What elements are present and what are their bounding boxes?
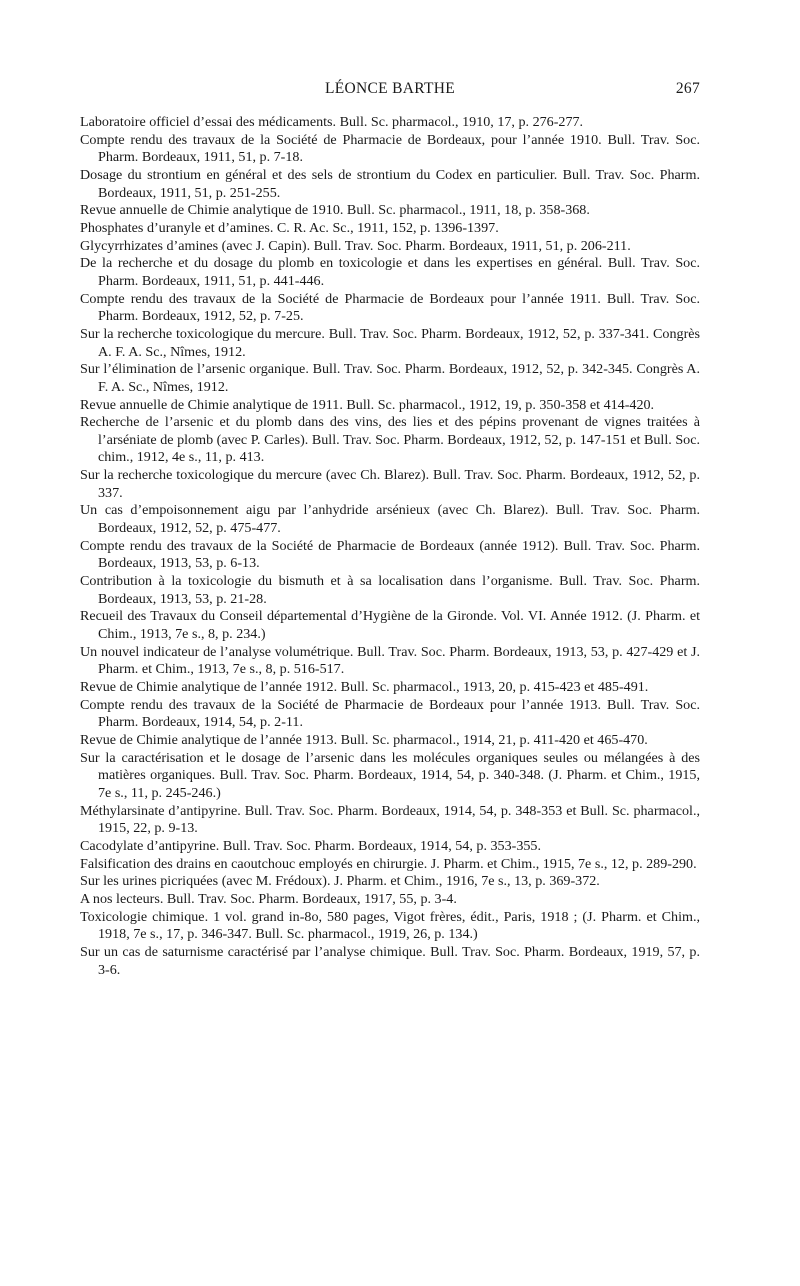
bibliography-entry: Compte rendu des travaux de la Société de Pharmacie de Bordeaux (année 1912). Bull. Trav. Soc. Pharm. Bordeaux, 1913, 53, p. 6-13. [80,537,700,572]
bibliography-entry: Glycyrrhizates d’amines (avec J. Capin). Bull. Trav. Soc. Pharm. Bordeaux, 1911, 51, p. 206-211. [80,237,631,254]
bibliography-entry: Laboratoire officiel d’essai des médicaments. Bull. Sc. pharmacol., 1910, 17, p. 276-277. [80,114,584,130]
bibliography-entry: Contribution à la toxicologie du bismuth et à sa localisation dans l’organisme. Bull. Trav. Soc. Pharm. Bordeaux, 1913, 53, p. 21-28. [80,573,700,607]
bibliography-entry: De la recherche et du dosage du plomb en toxicologie et dans les expertises en général. Bull. Trav. Soc. Pharm. Bordeaux, 1911, 51, p. 441-446. [80,255,700,289]
document-page [80,80,700,979]
running-title: LÉONCE BARTHE [325,80,455,97]
bibliography-entry: Sur la recherche toxicologique du mercure. Bull. Trav. Soc. Pharm. Bordeaux, 1912, 52, p. 337-341. Congrès A. F. A. Sc., Nîmes, 1912. [80,325,700,360]
bibliography-entry: Un nouvel indicateur de l’analyse volumétrique. Bull. Trav. Soc. Pharm. Bordeaux, 1913, 53, p. 427-429 et J. Pharm. et Chim., 1913, 7e s., 8, p. 516-517. [80,643,700,678]
bibliography-entry: Recherche de l’arsenic et du plomb dans des vins, des lies et des pépins provenant de vignes traitées à l’arséniate de plomb (avec P. Carles). Bull. Trav. Soc. Pharm. Bordeaux, 1912, 52, p. 147-151 et Bull. Soc. chim., 1912, 4e s., 11, p. 413. [80,414,700,466]
bibliography-entry: Toxicologie chimique. 1 vol. grand in-8o, 580 pages, Vigot frères, édit., Paris, 1918 ; (J. Pharm. et Chim., 1918, 7e s., 17, p. 346-347. Bull. Sc. pharmacol., 1919, 26, p. 134.) [80,908,700,943]
bibliography-entry: Revue de Chimie analytique de l’année 1913. Bull. Sc. pharmacol., 1914, 21, p. 411-420 et 465-470. [80,731,648,748]
bibliography-entry: Revue annuelle de Chimie analytique de 1911. Bull. Sc. pharmacol., 1912, 19, p. 350-358 et 414-420. [80,396,655,413]
bibliography-entry: Compte rendu des travaux de la Société de Pharmacie de Bordeaux, pour l’année 1910. Bull. Trav. Soc. Pharm. Bordeaux, 1911, 51, p. 7-18. [80,131,700,166]
bibliography-entry: Revue de Chimie analytique de l’année 1912. Bull. Sc. pharmacol., 1913, 20, p. 415-423 et 485-491. [80,679,649,695]
bibliography-entry: Falsification des drains en caoutchouc employés en chirurgie. J. Pharm. et Chim., 1915, 7e s., 12, p. 289-290. [80,855,697,872]
bibliography-entry: Sur l’élimination de l’arsenic organique. Bull. Trav. Soc. Pharm. Bordeaux, 1912, 52, p. 342-345. Congrès A. F. A. Sc., Nîmes, 1912. [80,361,700,395]
bibliography-entry: Recueil des Travaux du Conseil départemental d’Hygiène de la Gironde. Vol. VI. Année 1912. (J. Pharm. et Chim., 1913, 7e s., 8, p. 234.) [80,608,700,643]
bibliography-entry: Revue annuelle de Chimie analytique de 1910. Bull. Sc. pharmacol., 1911, 18, p. 358-368. [80,202,590,219]
bibliography-entry: Compte rendu des travaux de la Société de Pharmacie de Bordeaux pour l’année 1911. Bull. Trav. Soc. Pharm. Bordeaux, 1912, 52, p. 7-25. [80,290,700,325]
running-header [80,80,700,108]
bibliography-entry: A nos lecteurs. Bull. Trav. Soc. Pharm. Bordeaux, 1917, 55, p. 3-4. [80,890,457,907]
bibliography-entry: Cacodylate d’antipyrine. Bull. Trav. Soc. Pharm. Bordeaux, 1914, 54, p. 353-355. [80,837,541,854]
bibliography-entry: Sur la recherche toxicologique du mercure (avec Ch. Blarez). Bull. Trav. Soc. Pharm. Bordeaux, 1912, 52, p. 337. [80,467,700,501]
bibliography-list [80,114,700,979]
page-number: 267 [675,80,700,97]
bibliography-entry: Phosphates d’uranyle et d’amines. C. R. Ac. Sc., 1911, 152, p. 1396-1397. [80,219,499,236]
bibliography-entry: Sur la caractérisation et le dosage de l’arsenic dans les molécules organiques seules ou mélangées à des matières organiques. Bull. Trav. Soc. Pharm. Bordeaux, 1914, 54, p. 340-348. (J. Pharm. et Chim., 1915, 7e s., 11, p. 245-246.) [80,749,700,801]
bibliography-entry: Un cas d’empoisonnement aigu par l’anhydride arsénieux (avec Ch. Blarez). Bull. Trav. Soc. Pharm. Bordeaux, 1912, 52, p. 475-477. [80,502,700,537]
bibliography-entry: Sur un cas de saturnisme caractérisé par l’analyse chimique. Bull. Trav. Soc. Pharm. Bordeaux, 1919, 57, p. 3-6. [80,943,700,978]
bibliography-entry: Sur les urines picriquées (avec M. Frédoux). J. Pharm. et Chim., 1916, 7e s., 13, p. 369-372. [80,873,600,890]
bibliography-entry: Méthylarsinate d’antipyrine. Bull. Trav. Soc. Pharm. Bordeaux, 1914, 54, p. 348-353 et Bull. Sc. pharmacol., 1915, 22, p. 9-13. [80,802,700,837]
bibliography-entry: Dosage du strontium en général et des sels de strontium du Codex en particulier. Bull. Trav. Soc. Pharm. Bordeaux, 1911, 51, p. 251-255. [80,166,700,201]
bibliography-entry: Compte rendu des travaux de la Société de Pharmacie de Bordeaux pour l’année 1913. Bull. Trav. Soc. Pharm. Bordeaux, 1914, 54, p. 2-11. [80,696,700,731]
